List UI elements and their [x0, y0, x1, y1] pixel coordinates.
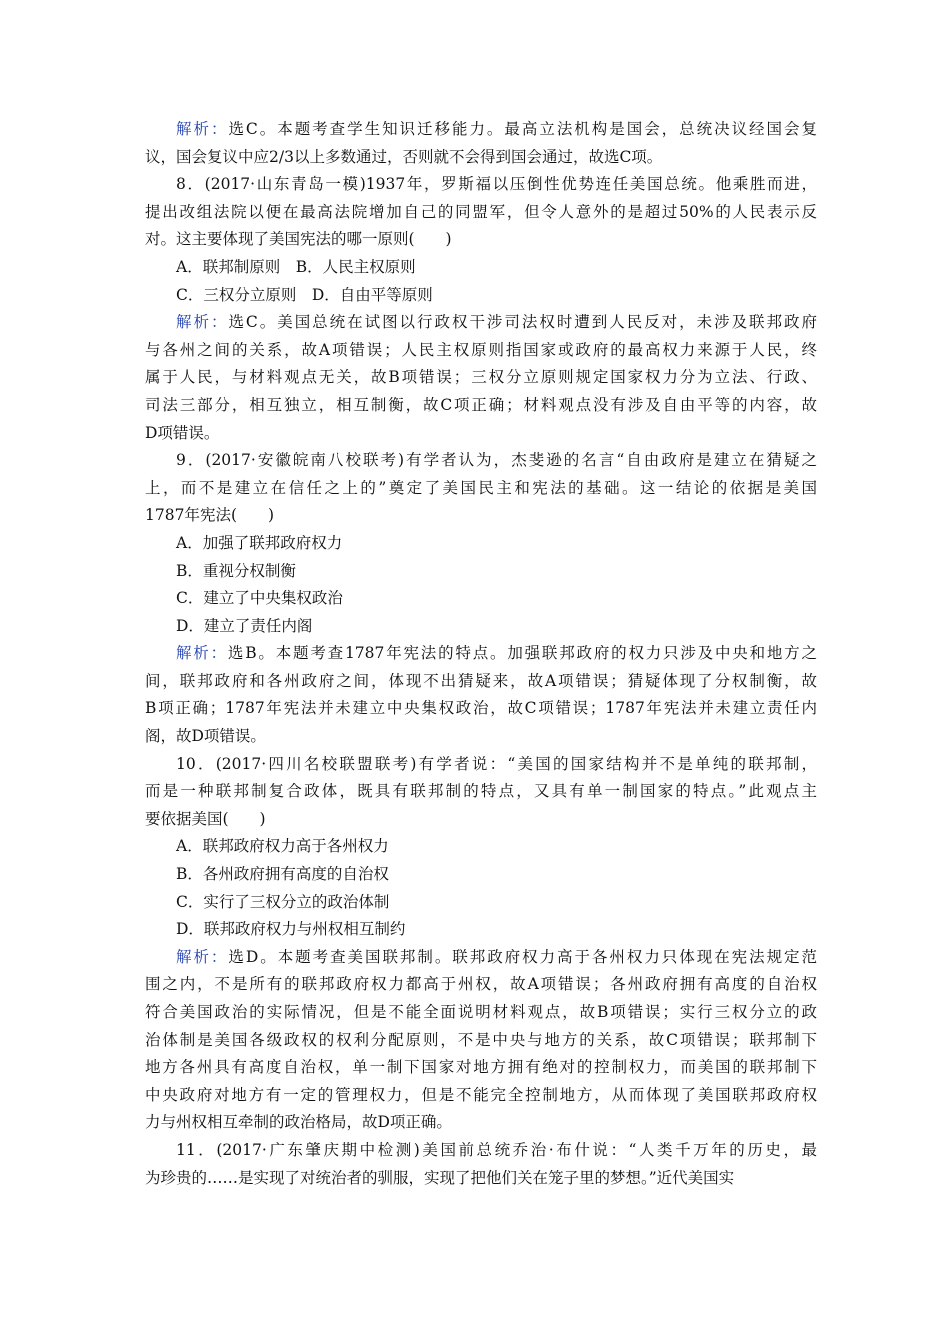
- question-line: [145, 1165, 817, 1193]
- option-line: [145, 530, 817, 558]
- analysis-block: [145, 116, 817, 171]
- question-block: [145, 1137, 817, 1192]
- analysis-line: [145, 392, 817, 420]
- option-line: [145, 833, 817, 861]
- analysis-keyword: 解析：: [176, 644, 228, 663]
- analysis-line: [145, 971, 817, 999]
- analysis-line: [145, 309, 817, 337]
- line-text: 而是一种联邦制复合政体，既具有联邦制的特点，又具有单一制国家的特点。”此观点主: [145, 782, 817, 801]
- analysis-line: [145, 420, 817, 448]
- line-text: A．加强了联邦政府权力: [176, 533, 343, 552]
- analysis-line: [145, 1109, 817, 1137]
- question-block: [145, 751, 817, 834]
- analysis-line: [145, 944, 817, 972]
- line-text: C．建立了中央集权政治: [176, 589, 343, 608]
- line-text: 围之内，不是所有的联邦政府权力都高于州权，故A项错误；各州政府拥有高度的自治权: [145, 975, 817, 994]
- line-text: 力与州权相互牵制的政治格局，故D项正确。: [145, 1113, 452, 1132]
- analysis-line: [145, 640, 817, 668]
- line-text: B项正确；1787年宪法并未建立中央集权政治，故C项错误；1787年宪法并未建立责任内: [145, 699, 817, 718]
- question-block: [145, 447, 817, 530]
- line-text: 10．(2017·四川名校联盟联考)有学者说：“美国的国家结构并不是单纯的联邦制，: [176, 754, 817, 773]
- line-text: 司法三部分，相互独立，相互制衡，故C项正确；材料观点没有涉及自由平等的内容，故: [145, 395, 817, 414]
- line-text: 间，联邦政府和各州政府之间，体现不出猜疑来，故A项错误；猜疑体现了分权制衡，故: [145, 671, 817, 690]
- line-text: 与各州之间的关系，故A项错误；人民主权原则指国家或政府的最高权力来源于人民，终: [145, 340, 817, 359]
- line-text: C．实行了三权分立的政治体制: [176, 892, 390, 911]
- line-text: 阁，故D项错误。: [145, 727, 266, 746]
- question-line: [145, 226, 817, 254]
- line-text: D．联邦政府权力与州权相互制约: [176, 920, 406, 939]
- line-text: C．三权分立原则 D．自由平等原则: [176, 285, 433, 304]
- line-text: B．各州政府拥有高度的自治权: [176, 865, 389, 884]
- analysis-line: [145, 364, 817, 392]
- analysis-block: [145, 309, 817, 447]
- line-text: 选D。本题考查美国联邦制。联邦政府权力高于各州权力只体现在宪法规定范: [228, 947, 817, 966]
- analysis-keyword: 解析：: [176, 947, 229, 966]
- analysis-line: [145, 144, 817, 172]
- line-text: D项错误。: [145, 423, 220, 442]
- analysis-line: [145, 1027, 817, 1055]
- analysis-block: [145, 640, 817, 750]
- line-text: 符合美国政治的实际情况，但是不能全面说明材料观点，故B项错误；实行三权分立的政: [145, 1003, 817, 1021]
- line-text: 上，而不是建立在信任之上的”奠定了美国民主和宪法的基础。这一结论的依据是美国: [145, 478, 817, 497]
- option-line: [145, 585, 817, 613]
- line-text: 选B。本题考查1787年宪法的特点。加强联邦政府的权力只涉及中央和地方之: [227, 644, 817, 663]
- analysis-line: [145, 1054, 817, 1082]
- question-line: [145, 806, 817, 834]
- analysis-line: [145, 337, 817, 365]
- line-text: 1787年宪法( ): [145, 506, 275, 525]
- line-text: 属于人民，与材料观点无关，故B项错误；三权分立原则规定国家权力分为立法、行政、: [145, 368, 817, 387]
- line-text: 11．(2017·广东肇庆期中检测)美国前总统乔治·布什说：“人类千万年的历史，最: [176, 1140, 817, 1159]
- question-line: [145, 1137, 817, 1165]
- line-text: 对。这主要体现了美国宪法的哪一原则( ): [145, 230, 452, 249]
- question-line: [145, 447, 817, 475]
- line-text: 8．(2017·山东青岛一模)1937年，罗斯福以压倒性优势连任美国总统。他乘胜而进，: [176, 175, 817, 194]
- analysis-block: [145, 944, 817, 1137]
- line-text: D．建立了责任内阁: [176, 616, 313, 635]
- line-text: 地方各州具有高度自治权，单一制下国家对地方拥有绝对的控制权力，而美国的联邦制下: [145, 1058, 817, 1077]
- question-line: [145, 475, 817, 503]
- analysis-keyword: 解析：: [176, 120, 229, 138]
- analysis-line: [145, 695, 817, 723]
- line-text: 9．(2017·安徽皖南八校联考)有学者认为，杰斐逊的名言“自由政府是建立在猜疑之: [176, 451, 817, 470]
- options-block: [145, 833, 817, 943]
- analysis-line: [145, 999, 817, 1027]
- line-text: A．联邦制原则 B．人民主权原则: [176, 257, 416, 276]
- line-text: 选C。美国总统在试图以行政权干涉司法权时遭到人民反对，未涉及联邦政府: [228, 313, 817, 332]
- question-block: [145, 171, 817, 254]
- line-text: 治体制是美国各级政权的权利分配原则，不是中央与地方的关系，故C项错误；联邦制下: [145, 1030, 817, 1049]
- line-text: 提出改组法院以便在最高法院增加自己的同盟军，但令人意外的是超过50%的人民表示反: [145, 202, 817, 221]
- line-text: 要依据美国( ): [145, 809, 266, 828]
- line-text: B．重视分权制衡: [176, 561, 296, 580]
- question-line: [145, 502, 817, 530]
- option-line: [145, 282, 817, 310]
- options-block: [145, 254, 817, 309]
- question-line: [145, 778, 817, 806]
- option-line: [145, 916, 817, 944]
- analysis-line: [145, 116, 817, 144]
- option-line: [145, 254, 817, 282]
- line-text: 议，国会复议中应2/3以上多数通过，否则就不会得到国会通过，故选C项。: [145, 147, 663, 166]
- analysis-line: [145, 1082, 817, 1110]
- options-block: [145, 530, 817, 640]
- option-line: [145, 889, 817, 917]
- question-line: [145, 751, 817, 779]
- analysis-line: [145, 668, 817, 696]
- line-text: 选C。本题考查学生知识迁移能力。最高立法机构是国会，总统决议经国会复: [228, 120, 817, 138]
- page-content: [145, 116, 817, 1192]
- option-line: [145, 558, 817, 586]
- line-text: A．联邦政府权力高于各州权力: [176, 837, 389, 856]
- line-text: 中央政府对地方有一定的管理权力，但是不能完全控制地方，从而体现了美国联邦政府权: [145, 1085, 817, 1104]
- analysis-line: [145, 723, 817, 751]
- question-line: [145, 171, 817, 199]
- analysis-keyword: 解析：: [176, 313, 229, 332]
- option-line: [145, 613, 817, 641]
- question-line: [145, 199, 817, 227]
- option-line: [145, 861, 817, 889]
- line-text: 为珍贵的……是实现了对统治者的驯服，实现了把他们关在笼子里的梦想。”近代美国实: [145, 1168, 735, 1187]
